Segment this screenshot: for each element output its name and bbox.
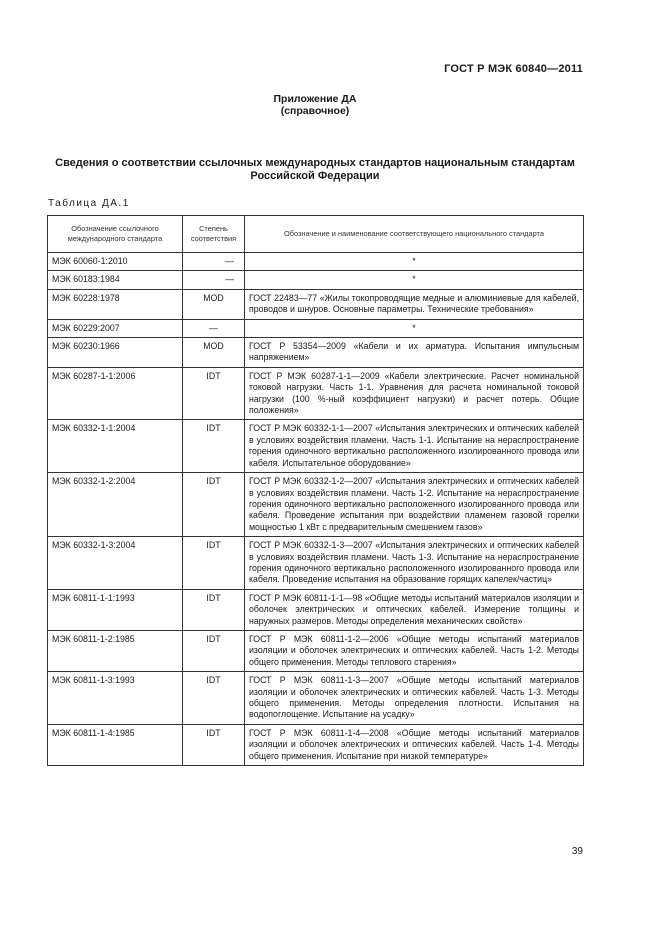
document-title-line-2: Российской Федерации [250, 170, 380, 182]
cell-reference: МЭК 60183:1984 [48, 271, 183, 289]
standard-code: ГОСТ Р МЭК 60840—2011 [444, 63, 583, 75]
table-row [48, 271, 584, 289]
cell-reference: МЭК 60811-1-1:1993 [48, 589, 183, 630]
cell-national: ГОСТ Р МЭК 60332-1-3—2007 «Испытания электрических и оптических кабелей в условиях воздействия пламени. Часть 1-3. Испытание на нераспространение горения одиночного вертикально расположенного изолированного провода или кабеля. Проведение испытания на образование горящих капелек/частиц» [245, 537, 584, 590]
table-row [48, 289, 584, 319]
table-row [48, 473, 584, 537]
cell-reference: МЭК 60332-1-1:2004 [48, 420, 183, 473]
cell-reference: МЭК 60230:1966 [48, 338, 183, 368]
table-row [48, 589, 584, 630]
cell-reference: МЭК 60811-1-2:1985 [48, 630, 183, 671]
cell-national: * [245, 253, 584, 271]
cell-reference: МЭК 60332-1-2:2004 [48, 473, 183, 537]
annex-kind: (справочное) [280, 105, 350, 117]
cell-national: ГОСТ Р МЭК 60287-1-1—2009 «Кабели электрические. Расчет номинальной токовой нагрузки. Часть 1-1. Уравнения для расчета номинальной токовой нагрузки (100 %-ный коэффициент нагрузки) и расчет потерь. Общие положения» [245, 367, 584, 420]
table-row [48, 253, 584, 271]
cell-national: ГОСТ Р МЭК 60811-1-2—2006 «Общие методы испытаний материалов изоляции и оболочек электрических и оптических кабелей. Часть 1-2. Методы общего применения. Методы теплового старения» [245, 630, 584, 671]
cell-reference: МЭК 60229:2007 [48, 319, 183, 337]
table-row [48, 367, 584, 420]
table-row [48, 537, 584, 590]
cell-reference: МЭК 60287-1-1:2006 [48, 367, 183, 420]
correspondence-table [47, 215, 584, 766]
cell-degree: IDT [183, 420, 245, 473]
cell-degree: — [183, 319, 245, 337]
cell-national: ГОСТ Р МЭК 60332-1-2—2007 «Испытания электрических и оптических кабелей в условиях воздействия пламени. Часть 1-2. Испытание на нераспространение горения одиночного вертикально расположенного изолированного провода или кабеля. Проведение испытания при воздействии пламенем газовой горелки мощностью 1 кВт с предварительным смешением газов» [245, 473, 584, 537]
table-caption: Таблица ДА.1 [48, 198, 130, 209]
cell-degree: IDT [183, 672, 245, 725]
annex-heading [0, 93, 630, 117]
table-row [48, 630, 584, 671]
table-row [48, 319, 584, 337]
cell-reference: МЭК 60332-1-3:2004 [48, 537, 183, 590]
cell-national: ГОСТ 22483—77 «Жилы токопроводящие медные и алюминиевые для кабелей, проводов и шнуров. Основные параметры. Технические требования» [245, 289, 584, 319]
document-title [40, 157, 590, 183]
cell-national: * [245, 271, 584, 289]
document-title-line-1: Сведения о соответствии ссылочных международных стандартов национальным стандартам [55, 157, 575, 169]
table-row [48, 672, 584, 725]
header-degree: Степень соответствия [183, 216, 245, 253]
cell-national: ГОСТ Р МЭК 60332-1-1—2007 «Испытания электрических и оптических кабелей в условиях воздействия пламени. Часть 1-1. Испытание на нераспространение горения одиночного вертикально расположенного изолированного провода или кабеля. Испытательное оборудование» [245, 420, 584, 473]
cell-degree: IDT [183, 473, 245, 537]
page-number: 39 [571, 846, 583, 857]
table-row [48, 420, 584, 473]
cell-national: ГОСТ Р МЭК 60811-1-1—98 «Общие методы испытаний материалов изоляции и оболочек электрических и оптических кабелей. Измерение толщины и наружных размеров. Методы определения механических свойств» [245, 589, 584, 630]
cell-reference: МЭК 60811-1-3:1993 [48, 672, 183, 725]
cell-national: ГОСТ Р 53354—2009 «Кабели и их арматура. Испытания импульсным напряжением» [245, 338, 584, 368]
header-reference-standard: Обозначение ссылочного международного стандарта [48, 216, 183, 253]
cell-reference: МЭК 60811-1-4:1985 [48, 724, 183, 765]
cell-reference: МЭК 60228:1978 [48, 289, 183, 319]
cell-degree: — [183, 271, 245, 289]
cell-degree: MOD [183, 338, 245, 368]
cell-degree: IDT [183, 589, 245, 630]
cell-national: * [245, 319, 584, 337]
cell-degree: MOD [183, 289, 245, 319]
table-header-row [48, 216, 584, 253]
cell-degree: IDT [183, 367, 245, 420]
cell-national: ГОСТ Р МЭК 60811-1-4—2008 «Общие методы испытаний материалов изоляции и оболочек электрических и оптических кабелей. Часть 1-4. Методы общего применения. Испытание при низкой температуре» [245, 724, 584, 765]
table-row [48, 338, 584, 368]
table-row [48, 724, 584, 765]
cell-degree: IDT [183, 630, 245, 671]
cell-reference: МЭК 60060-1:2010 [48, 253, 183, 271]
header-national-standard: Обозначение и наименование соответствующего национального стандарта [245, 216, 584, 253]
cell-degree: IDT [183, 724, 245, 765]
cell-degree: IDT [183, 537, 245, 590]
cell-degree: — [183, 253, 245, 271]
cell-national: ГОСТ Р МЭК 60811-1-3—2007 «Общие методы испытаний материалов изоляции и оболочек электрических и оптических кабелей. Часть 1-3. Методы общего применения. Методы определения плотности. Испытания на водопоглощение. Испытание на усадку» [245, 672, 584, 725]
annex-title: Приложение ДА [273, 93, 357, 105]
